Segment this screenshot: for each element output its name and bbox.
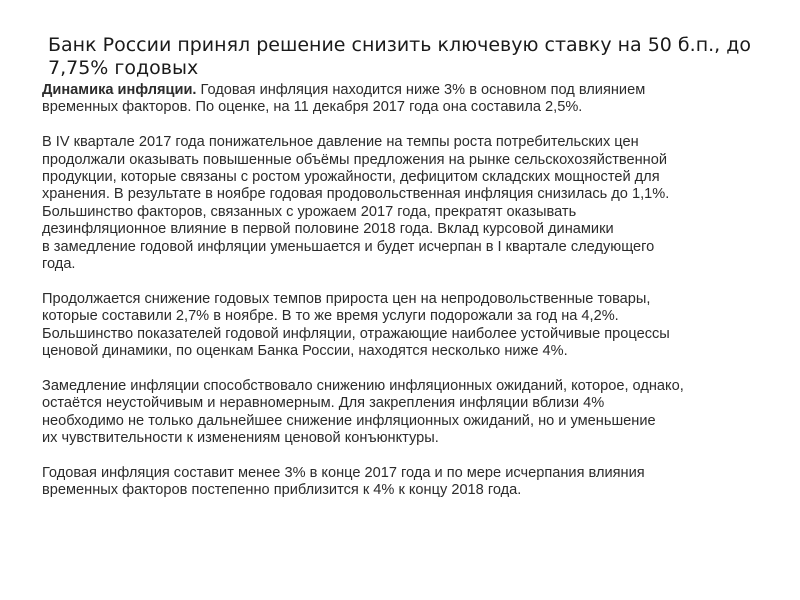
- title-line-2: годовых: [114, 57, 199, 79]
- paragraph-line: которые составили 2,7% в ноябре. В то же время услуги подорожали за год на 4,2%.: [42, 308, 619, 325]
- paragraph-line: остаётся неустойчивым и неравномерным. Для закрепления инфляции вблизи 4%: [42, 395, 605, 412]
- paragraph-line: хранения. В результате в ноябре годовая продовольственная инфляция снизилась до 1,1%.: [42, 186, 670, 203]
- paragraph-inflation-dynamics: [42, 82, 782, 117]
- paragraph-expectations: [42, 378, 782, 448]
- paragraph-line: продолжали оказывать повышенные объёмы предложения на рынке сельскохозяйственной: [42, 151, 667, 168]
- paragraph-line: В IV квартале 2017 года понижательное давление на темпы роста потребительских цен: [42, 134, 639, 151]
- paragraph-text: Годовая инфляция находится ниже 3% в основном под влиянием: [196, 82, 646, 98]
- slide-title: [48, 34, 768, 80]
- paragraph-line: продукции, которые связаны с ростом урожайности, дефицитом складских мощностей для: [42, 169, 660, 186]
- paragraph-line: ценовой динамики, по оценкам Банка России, находятся несколько ниже 4%.: [42, 343, 568, 360]
- title-line-1: Банк России принял решение снизить ключевую ставку на 50 б.п., до 7,75%: [48, 34, 751, 79]
- paragraph-line: [42, 82, 782, 99]
- paragraph-nonfood-prices: [42, 291, 782, 361]
- slide-body: [42, 82, 782, 517]
- paragraph-lead: Динамика инфляции.: [42, 82, 197, 98]
- paragraph-forecast: [42, 465, 782, 500]
- paragraph-line: их чувствительности к изменениям ценовой конъюнктуры.: [42, 430, 439, 447]
- paragraph-line: дезинфляционное влияние в первой половине 2018 года. Вклад курсовой динамики: [42, 221, 614, 238]
- paragraph-line: года.: [42, 256, 76, 273]
- paragraph-line: в замедление годовой инфляции уменьшается и будет исчерпан в I квартале следующего: [42, 238, 655, 255]
- paragraph-line: временных факторов постепенно приблизится к 4% к концу 2018 года.: [42, 482, 522, 499]
- paragraph-line: Большинство показателей годовой инфляции, отражающие наиболее устойчивые процессы: [42, 325, 670, 342]
- paragraph-line: Продолжается снижение годовых темпов прироста цен на непродовольственные товары,: [42, 290, 651, 307]
- paragraph-line: Годовая инфляция составит менее 3% в конце 2017 года и по мере исчерпания влияния: [42, 464, 645, 481]
- paragraph-q4-pressure: [42, 134, 782, 273]
- paragraph-line: Большинство факторов, связанных с урожаем 2017 года, прекратят оказывать: [42, 203, 577, 220]
- paragraph-line: временных факторов. По оценке, на 11 декабря 2017 года она составила 2,5%.: [42, 99, 583, 116]
- paragraph-line: необходимо не только дальнейшее снижение инфляционных ожиданий, но и уменьшение: [42, 412, 656, 429]
- paragraph-line: Замедление инфляции способствовало снижению инфляционных ожиданий, которое, однако,: [42, 377, 684, 394]
